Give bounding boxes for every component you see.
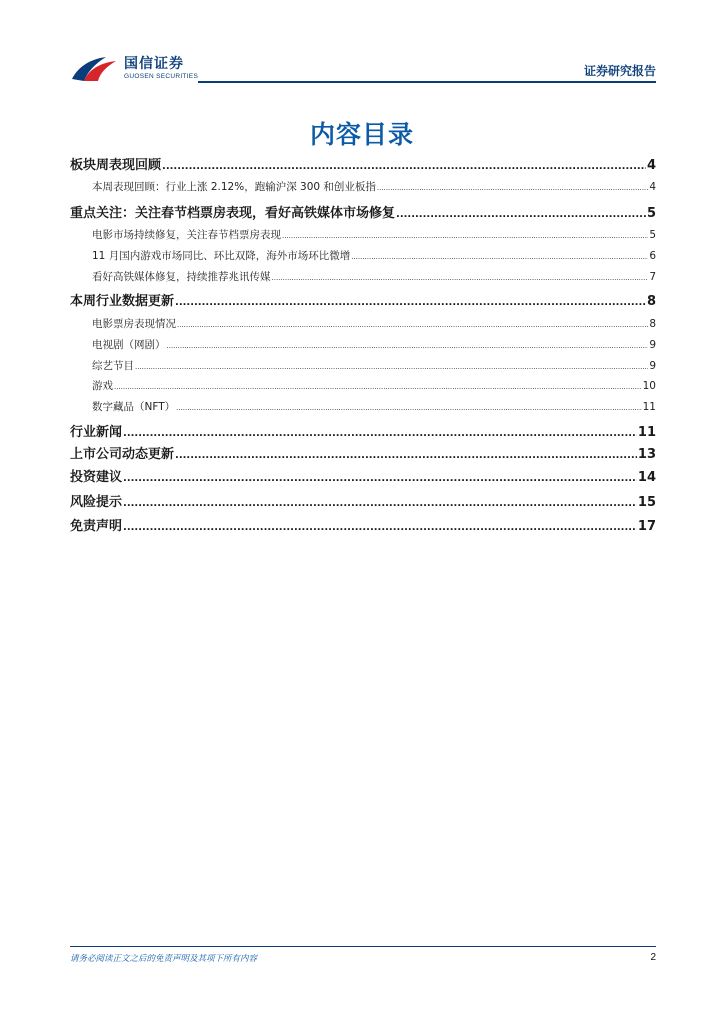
toc-entry-label: 看好高铁媒体修复，持续推荐兆讯传媒 <box>92 271 271 283</box>
toc-entry-subsection[interactable] <box>70 179 656 194</box>
toc-entry-section[interactable] <box>70 491 656 510</box>
toc-entry-subsection[interactable] <box>70 227 656 242</box>
toc-entry-section[interactable] <box>70 515 656 534</box>
toc-entry-subsection[interactable] <box>70 399 656 414</box>
toc-entry-subsection[interactable] <box>70 269 656 284</box>
toc-entry-page: 5 <box>646 206 656 221</box>
toc-entry-section[interactable] <box>70 290 656 309</box>
toc-dot-leader <box>123 428 637 439</box>
toc-entry-page: 17 <box>637 519 656 534</box>
toc-entry-subsection[interactable] <box>70 378 656 393</box>
toc-entry-section[interactable] <box>70 443 656 462</box>
toc-dot-leader <box>114 383 642 391</box>
toc-dot-leader <box>135 363 648 371</box>
toc-entry-label: 上市公司动态更新 <box>70 447 175 462</box>
toc-dot-leader <box>175 297 646 308</box>
toc-dot-leader <box>167 342 649 350</box>
toc-dot-leader <box>177 321 648 329</box>
toc-dot-leader <box>123 498 637 509</box>
toc-entry-subsection[interactable] <box>70 337 656 352</box>
toc-entry-label: 重点关注：关注春节档票房表现，看好高铁媒体市场修复 <box>70 206 396 221</box>
toc-dot-leader <box>396 209 646 220</box>
toc-dot-leader <box>351 253 648 261</box>
toc-entry-page: 9 <box>649 339 656 351</box>
toc-entry-label: 行业新闻 <box>70 425 123 440</box>
toc-entry-page: 6 <box>649 250 656 262</box>
toc-entry-label: 投资建议 <box>70 470 123 485</box>
toc-entry-label: 11 月国内游戏市场同比、环比双降，海外市场环比微增 <box>92 250 351 262</box>
toc-entry-label: 风险提示 <box>70 495 123 510</box>
toc-entry-page: 10 <box>642 380 656 392</box>
toc-entry-label: 免责声明 <box>70 519 123 534</box>
toc-entry-page: 8 <box>649 318 656 330</box>
guosen-logo-mark-icon <box>70 53 120 83</box>
guosen-logo <box>70 50 198 86</box>
toc-dot-leader <box>175 450 637 461</box>
toc-entry-page: 14 <box>637 470 656 485</box>
toc-entry-subsection[interactable] <box>70 358 656 373</box>
toc-entry-subsection[interactable] <box>70 316 656 331</box>
page-number: 2 <box>650 952 656 963</box>
toc-entry-page: 11 <box>637 425 656 440</box>
toc-entry-page: 8 <box>646 294 656 309</box>
toc-dot-leader <box>162 161 646 172</box>
toc-dot-leader <box>123 473 637 484</box>
toc-entry-page: 13 <box>637 447 656 462</box>
toc-entry-page: 4 <box>649 181 656 193</box>
header-divider <box>198 81 656 83</box>
toc-entry-label: 电影市场持续修复，关注春节档票房表现 <box>92 229 281 241</box>
toc-entry-label: 板块周表现回顾 <box>70 158 162 173</box>
toc-entry-section[interactable] <box>70 154 656 173</box>
toc-dot-leader <box>272 274 649 282</box>
toc-dot-leader <box>377 184 648 192</box>
toc-entry-section[interactable] <box>70 421 656 440</box>
toc-entry-subsection[interactable] <box>70 248 656 263</box>
toc-entry-section[interactable] <box>70 202 656 221</box>
logo-english-name: GUOSEN SECURITIES <box>124 72 199 80</box>
toc-entry-page: 11 <box>642 401 656 413</box>
toc-entry-label: 综艺节目 <box>92 360 134 372</box>
toc-entry-section[interactable] <box>70 466 656 485</box>
disclaimer-note: 请务必阅读正文之后的免责声明及其项下所有内容 <box>70 954 258 964</box>
report-type-label: 证券研究报告 <box>583 64 656 78</box>
toc-dot-leader <box>123 522 637 533</box>
toc-dot-leader <box>176 404 642 412</box>
toc-entry-page: 5 <box>649 229 656 241</box>
report-header <box>70 50 656 86</box>
toc-dot-leader <box>282 232 648 240</box>
toc-entry-page: 4 <box>646 158 656 173</box>
toc-entry-label: 本周表现回顾：行业上涨 2.12%，跑输沪深 300 和创业板指 <box>92 181 376 193</box>
toc-entry-page: 15 <box>637 495 656 510</box>
toc-entry-label: 本周行业数据更新 <box>70 294 175 309</box>
toc-entry-page: 9 <box>649 360 656 372</box>
toc-entry-label: 电视剧（网剧） <box>92 339 166 351</box>
toc-entry-page: 7 <box>649 271 656 283</box>
toc-entry-label: 电影票房表现情况 <box>92 318 176 330</box>
toc-title: 内容目录 <box>309 120 414 149</box>
footer-divider <box>70 946 656 947</box>
toc-entry-label: 游戏 <box>92 380 113 392</box>
logo-chinese-name: 国信证券 <box>124 55 184 72</box>
toc-entry-label: 数字藏品（NFT） <box>92 401 176 413</box>
